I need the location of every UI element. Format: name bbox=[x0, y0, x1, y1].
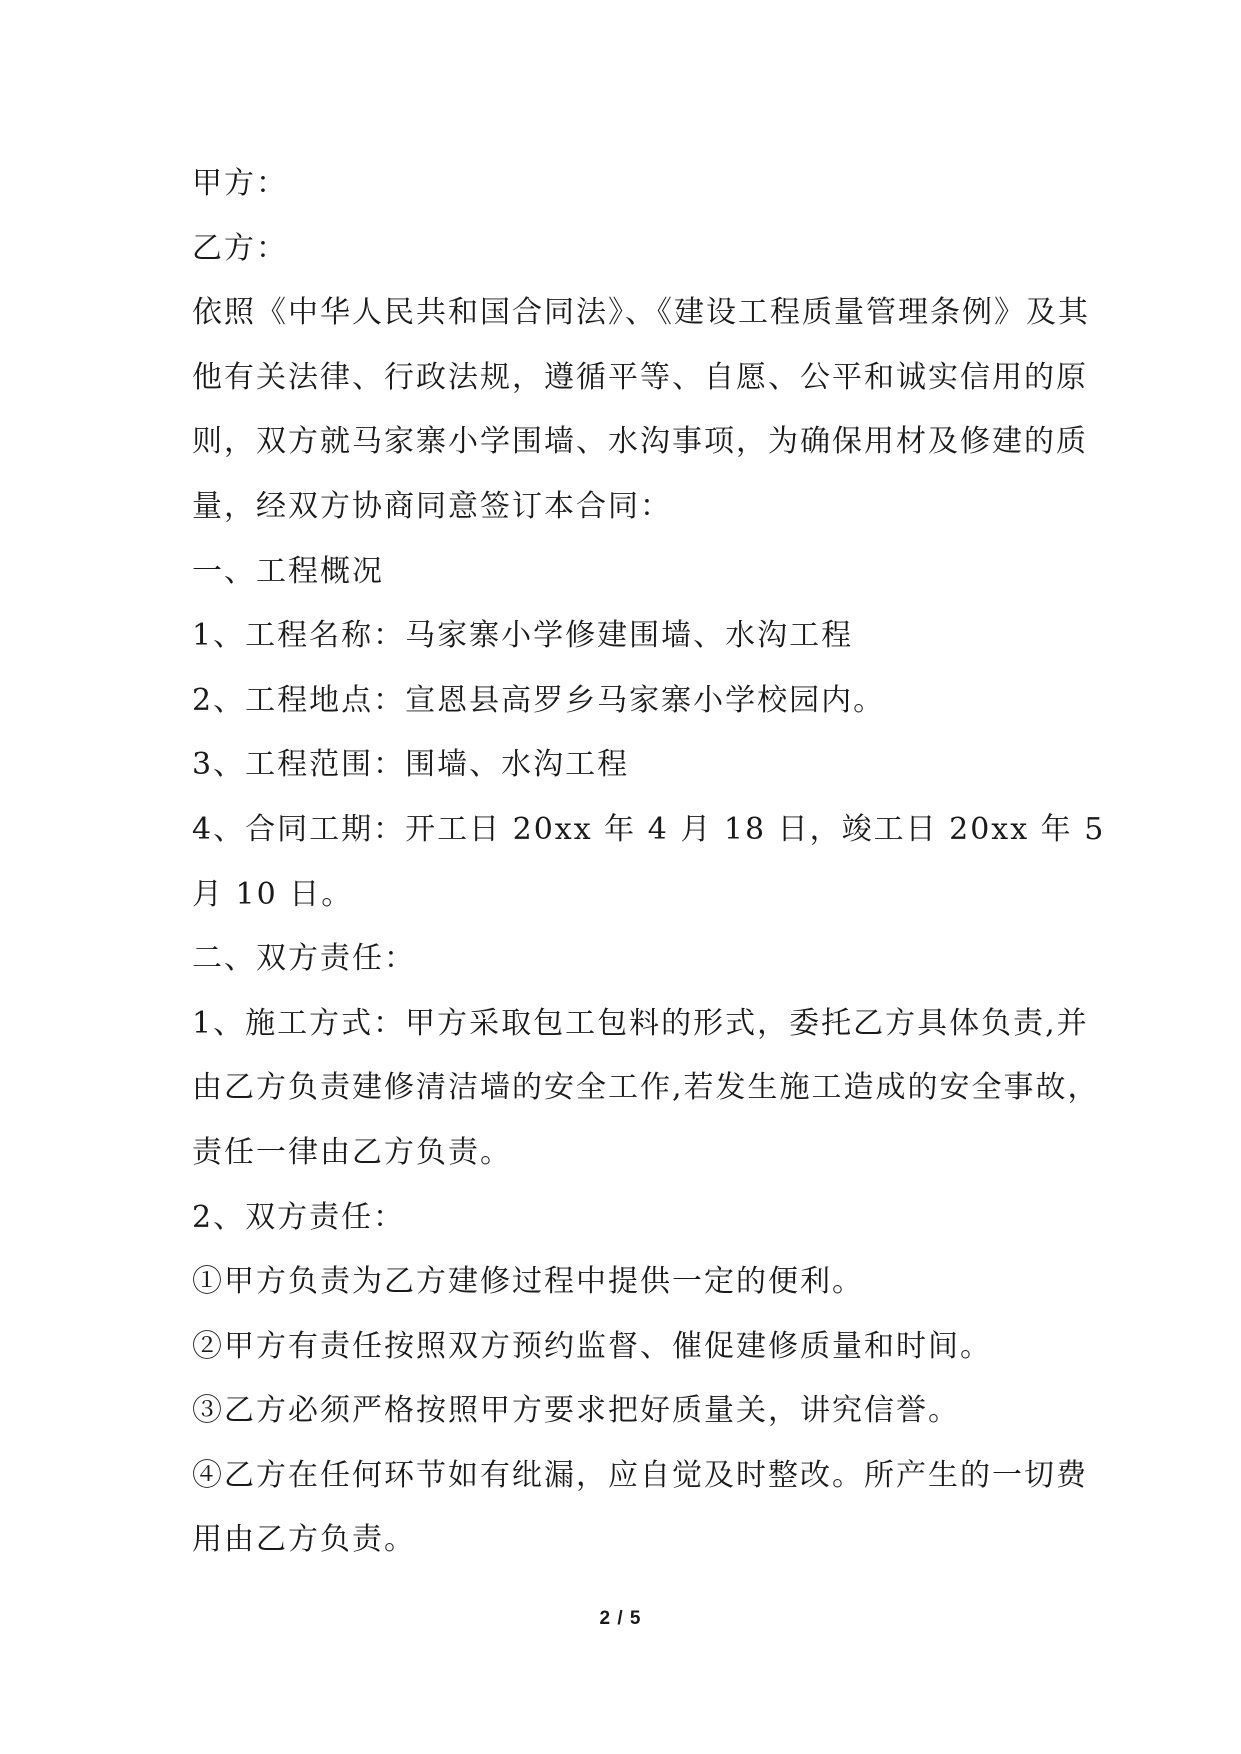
list-item: ②甲方有责任按照双方预约监督、催促建修质量和时间。 bbox=[192, 1328, 992, 1364]
preamble-line: 量，经双方协商同意签订本合同： bbox=[192, 488, 672, 524]
clause-line: 3、工程范围：围墙、水沟工程 bbox=[192, 747, 630, 783]
clause-line: 4、合同工期：开工日 20xx 年 4 月 18 日，竣工日 20xx 年 5 bbox=[192, 811, 1106, 847]
clause-line: 月 10 日。 bbox=[192, 876, 354, 912]
list-item: ③乙方必须严格按照甲方要求把好质量关，讲究信誉。 bbox=[192, 1393, 960, 1429]
clause-line: 1、工程名称：马家寨小学修建围墙、水沟工程 bbox=[192, 618, 854, 654]
clause-line: 1、施工方式：甲方采取包工包料的形式，委托乙方具体负责,并 bbox=[192, 1005, 1089, 1041]
party-a-line: 甲方： bbox=[192, 166, 288, 201]
list-item: 用由乙方负责。 bbox=[192, 1522, 416, 1558]
party-b-line: 乙方： bbox=[192, 230, 288, 266]
clause-line: 由乙方负责建修清洁墙的安全工作,若发生施工造成的安全事故， bbox=[192, 1070, 1100, 1106]
preamble-line: 依照《中华人民共和国合同法》、《建设工程质量管理条例》及其 bbox=[192, 295, 1090, 331]
list-item: ④乙方在任何环节如有纰漏，应自觉及时整改。所产生的一切费 bbox=[192, 1457, 1088, 1493]
list-item: ①甲方负责为乙方建修过程中提供一定的便利。 bbox=[192, 1264, 864, 1300]
clause-line: 2、工程地点：宣恩县高罗乡马家寨小学校园内。 bbox=[192, 682, 886, 718]
preamble-line: 他有关法律、行政法规，遵循平等、自愿、公平和诚实信用的原 bbox=[192, 359, 1088, 395]
clause-line: 责任一律由乙方负责。 bbox=[192, 1134, 512, 1170]
preamble-line: 则，双方就马家寨小学围墙、水沟事项，为确保用材及修建的质 bbox=[192, 424, 1088, 460]
document-body bbox=[192, 152, 1106, 1573]
section-heading: 二、双方责任： bbox=[192, 941, 416, 977]
page-number: 2 / 5 bbox=[599, 1608, 642, 1629]
clause-line: 2、双方责任： bbox=[192, 1199, 406, 1235]
section-heading: 一、工程概况 bbox=[192, 553, 384, 589]
